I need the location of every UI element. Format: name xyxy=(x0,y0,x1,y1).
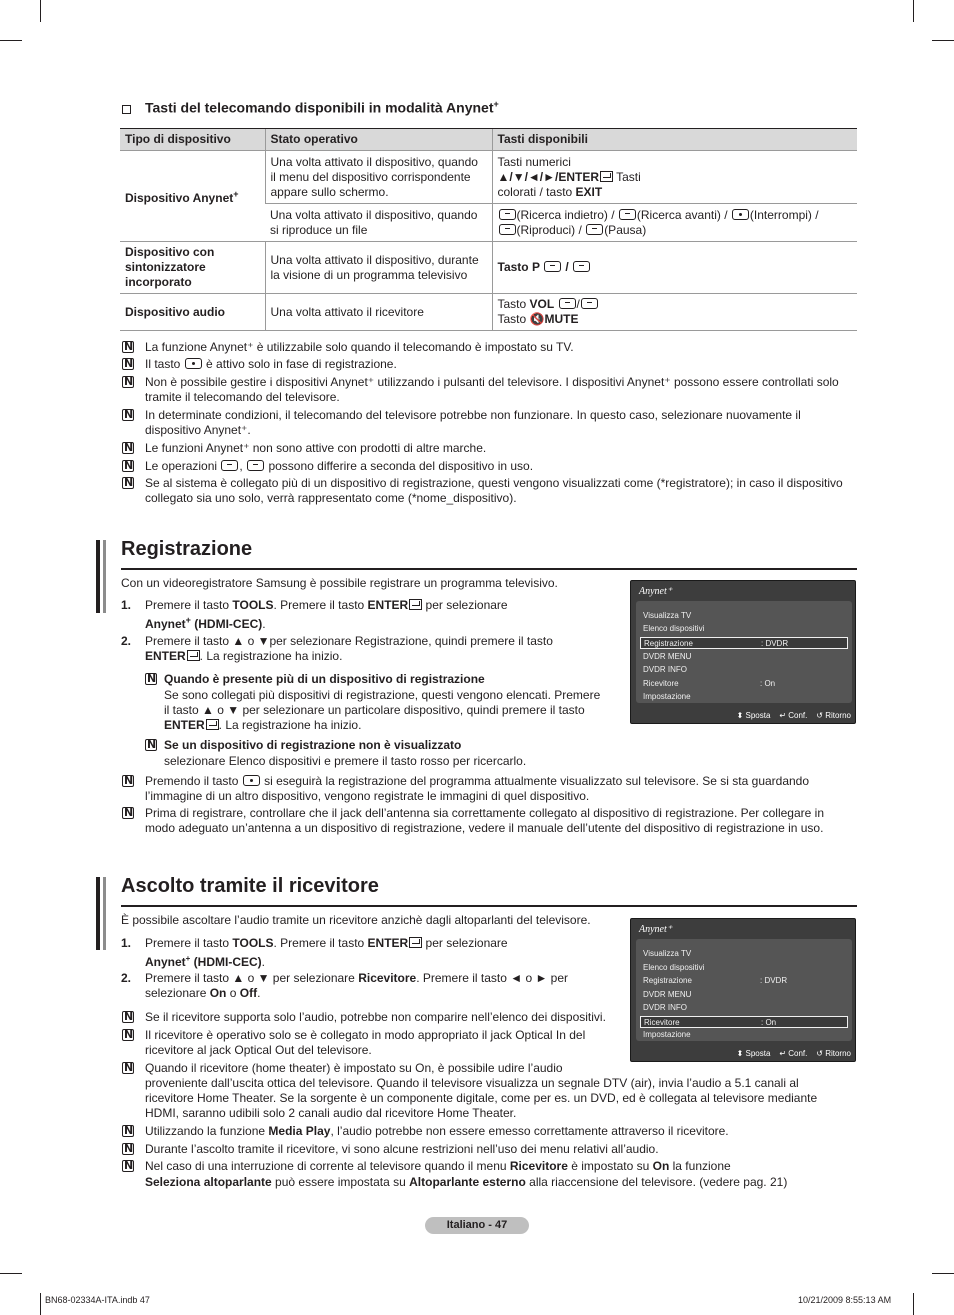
menu-item: Impostazione xyxy=(643,1030,691,1039)
note-text: l’immagine di un altro dispositivo, vengono registrate le immagini di quel dispositivo. xyxy=(145,789,590,803)
table-header: Tasti disponibili xyxy=(492,129,857,151)
enter-icon xyxy=(409,599,422,610)
step-text: Anynet+ (HDMI-CEC). xyxy=(145,615,266,631)
print-date: 10/21/2009 8:55:13 AM xyxy=(798,1295,892,1305)
bullet-icon xyxy=(122,103,131,117)
note-icon xyxy=(122,1011,134,1026)
enter-icon xyxy=(409,937,422,948)
step-text: Anynet+ (HDMI-CEC). xyxy=(145,954,266,969)
step-text: Premere il tasto ▲ o ▼per selezionare Registrazione, quindi premere il tasto xyxy=(145,634,553,648)
enter-icon xyxy=(206,719,219,730)
note-icon xyxy=(122,1125,134,1140)
menu-item: Elenco dispositivi xyxy=(643,624,705,633)
file-info: BN68-02334A-ITA.indb 47 xyxy=(45,1295,150,1305)
note-icon xyxy=(122,358,134,373)
menu-panel xyxy=(636,939,852,1041)
menu-item: Ricevitore : On xyxy=(643,679,776,688)
note-text: La funzione Anynet⁺ è utilizzabile solo quando il telecomando è impostato su TV. xyxy=(145,340,574,354)
note-text: selezionare Elenco dispositivi e premere il tasto rosso per ricercarlo. xyxy=(164,754,527,768)
anynet-logo: Anynet⁺ xyxy=(639,924,673,935)
table-cell: Una volta attivato il ricevitore xyxy=(265,294,492,331)
menu-item: Visualizza TV xyxy=(643,611,692,620)
menu-item: DVDR INFO xyxy=(643,1003,687,1012)
note-text: Premendo il tasto si eseguirà la registrazione del programma attualmente visualizzato sul televisore. Se si sta guardando xyxy=(145,774,810,788)
table-cell: Dispositivo con sintonizzatore incorporato xyxy=(120,242,265,294)
volume-up-icon xyxy=(559,298,576,309)
anynet-menu-screenshot xyxy=(630,580,856,724)
fast-forward-icon xyxy=(619,209,636,220)
enter-icon: ↵ xyxy=(779,711,787,720)
channel-down-icon xyxy=(573,261,590,272)
note-text: Seleziona altoparlante può essere impostata su Altoparlante esterno alla riaccensione del televisore. (vedere pag. 21) xyxy=(145,1175,788,1189)
note-icon xyxy=(122,1143,134,1158)
paragraph: È possibile ascoltare l’audio tramite un ricevitore anzichè dagli altoparlanti del televisore. xyxy=(121,913,591,927)
enter-icon: ↵ xyxy=(779,1049,787,1058)
note-text: modo adeguato un’antenna a un dispositivo di registrazione, vedere il manuale dell’utente del dispositivo di registrazione in uso. xyxy=(145,821,824,835)
step-number: 2. xyxy=(121,634,132,648)
menu-item: Impostazione xyxy=(643,692,691,701)
note-icon xyxy=(122,442,134,457)
note-text: Prima di registrare, controllare che il jack dell’antenna sia correttamente collegato al dispositivo di registrazione. Per collegare in xyxy=(145,806,825,820)
table-cell: (Ricerca indietro) / (Ricerca avanti) / (Interrompi) / (Riproduci) / (Pausa) xyxy=(492,204,857,242)
note-icon xyxy=(122,341,134,356)
note-text: Quando il ricevitore (home theater) è impostato su On, è possibile udire l’audio xyxy=(145,1061,563,1075)
section-heading: Ascolto tramite il ricevitore xyxy=(121,875,379,897)
menu-item-selected: Registrazione : DVDR xyxy=(640,637,848,649)
table-cell: Dispositivo Anynet+ xyxy=(120,151,265,242)
note-text: proveniente dall’uscita ottica del televisore. Quando il televisore visualizza un segnale DTV (air), invia l’audio a 5.1 canali al xyxy=(145,1076,799,1090)
section-title: Tasti del telecomando disponibili in modalità Anynet+ xyxy=(145,99,499,116)
note-text: Le funzioni Anynet⁺ non sono attive con prodotti di altre marche. xyxy=(145,441,487,455)
rewind-icon xyxy=(499,209,516,220)
menu-item-selected: Ricevitore : On xyxy=(640,1016,848,1028)
note-icon xyxy=(122,460,134,475)
note-text: Il tasto è attivo solo in fase di registrazione. xyxy=(145,357,397,371)
note-text: collegato sia uno solo, verrà rappresentato come (*nome_dispositivo). xyxy=(145,491,517,505)
note-text: tramite il telecomando del televisore. xyxy=(145,390,340,404)
remote-keys-table xyxy=(120,128,857,331)
menu-item: DVDR INFO xyxy=(643,665,687,674)
crop-mark xyxy=(932,40,954,41)
table-cell: Tasto P / xyxy=(492,242,857,294)
menu-item: Elenco dispositivi xyxy=(643,963,705,972)
menu-footer: ⬍ Sposta ↵ Conf. ↺ Ritorno xyxy=(736,711,851,720)
paragraph: Con un videoregistratore Samsung è possibile registrare un programma televisivo. xyxy=(121,576,558,590)
heading-rule xyxy=(121,905,857,907)
return-icon: ↺ xyxy=(816,1049,823,1058)
table-cell: Una volta attivato il dispositivo, quando il menu del dispositivo corrispondente appare sullo schermo. xyxy=(265,151,492,204)
note-icon xyxy=(122,477,134,492)
channel-up-icon xyxy=(544,261,561,272)
note-text: ricevitore Home Theater. Se la sorgente è un componente digitale, come per es. un DVD, ed è collegata al televisore mediante xyxy=(145,1091,818,1105)
return-icon: ↺ xyxy=(816,711,823,720)
volume-down-icon xyxy=(581,298,598,309)
heading-bar xyxy=(103,877,106,950)
note-text: Se sono collegati più dispositivi di registrazione, questi vengono elencati. Premere xyxy=(164,688,601,702)
record-icon xyxy=(243,775,260,786)
anynet-menu-screenshot xyxy=(630,918,856,1062)
anynet-logo: Anynet⁺ xyxy=(639,586,673,597)
note-text: Utilizzando la funzione Media Play, l’audio potrebbe non essere emesso correttamente attraverso il ricevitore. xyxy=(145,1124,729,1138)
play-icon xyxy=(499,224,516,235)
menu-item: DVDR MENU xyxy=(643,652,692,661)
note-icon xyxy=(122,1029,134,1044)
crop-mark xyxy=(40,1293,41,1315)
step-text: Premere il tasto TOOLS. Premere il tasto ENTER per selezionare xyxy=(145,598,508,612)
note-text: Il ricevitore è operativo solo se è collegato in modo appropriato il jack Optical In del xyxy=(145,1028,586,1042)
move-icon: ⬍ xyxy=(736,711,744,720)
menu-footer: ⬍ Sposta ↵ Conf. ↺ Ritorno xyxy=(736,1049,851,1058)
note-title: Se un dispositivo di registrazione non è visualizzato xyxy=(164,738,462,752)
step-number: 1. xyxy=(121,936,132,950)
menu-panel xyxy=(636,601,852,703)
stop-icon xyxy=(732,209,749,220)
note-icon xyxy=(122,775,134,790)
mute-icon: 🔇 xyxy=(529,312,545,326)
note-text: In determinate condizioni, il telecomando del televisore potrebbe non funzionare. In questo caso, selezionare nuovamente il xyxy=(145,408,801,422)
enter-icon xyxy=(187,650,200,661)
note-icon xyxy=(145,673,157,688)
note-title: Quando è presente più di un dispositivo di registrazione xyxy=(164,672,485,686)
rewind-icon xyxy=(221,460,238,471)
fast-forward-icon xyxy=(247,460,264,471)
pause-icon xyxy=(586,224,603,235)
record-icon xyxy=(185,358,202,369)
table-cell: Tasto VOL / Tasto 🔇MUTE xyxy=(492,294,857,331)
step-text: Premere il tasto ▲ o ▼ per selezionare Ricevitore. Premere il tasto ◄ o ► per xyxy=(145,971,569,985)
note-text: Se al sistema è collegato più di un dispositivo di registrazione, questi vengono visualizzati come (*registratore); in caso il dispositivo xyxy=(145,476,843,490)
step-text: selezionare On o Off. xyxy=(145,986,261,1000)
note-text: Le operazioni , possono differire a seconda del dispositivo in uso. xyxy=(145,459,534,473)
heading-rule xyxy=(121,568,857,570)
enter-icon xyxy=(600,171,613,182)
note-text: ricevitore al jack Optical Out del televisore. xyxy=(145,1043,372,1057)
note-icon xyxy=(122,807,134,822)
crop-mark xyxy=(932,1273,954,1274)
note-text: ENTER . La registrazione ha inizio. xyxy=(164,718,362,732)
step-number: 2. xyxy=(121,971,132,985)
note-text: HDMI, saranno udibili solo 2 canali audio dal ricevitore Home Theater. xyxy=(145,1106,517,1120)
note-text: Nel caso di una interruzione di corrente al televisore quando il menu Ricevitore è impostato su On la funzione xyxy=(145,1159,731,1173)
note-icon xyxy=(122,1062,134,1077)
crop-mark xyxy=(913,0,914,22)
note-icon xyxy=(122,376,134,391)
crop-mark xyxy=(913,1293,914,1315)
heading-bar xyxy=(96,877,100,950)
heading-bar xyxy=(96,540,100,613)
note-text: Non è possibile gestire i dispositivi Anynet⁺ utilizzando i pulsanti del televisore. I dispositivi Anynet⁺ possono essere controllati solo xyxy=(145,375,839,389)
note-icon xyxy=(122,409,134,424)
crop-mark xyxy=(0,40,22,41)
note-icon xyxy=(122,1160,134,1175)
menu-item: DVDR MENU xyxy=(643,990,692,999)
note-icon xyxy=(145,739,157,754)
table-header: Tipo di dispositivo xyxy=(120,129,265,151)
table-cell: Una volta attivato il dispositivo, durante la visione di un programma televisivo xyxy=(265,242,492,294)
crop-mark xyxy=(0,1273,22,1274)
menu-item: Visualizza TV xyxy=(643,949,692,958)
note-text: Se il ricevitore supporta solo l’audio, potrebbe non comparire nell’elenco dei dispositivi. xyxy=(145,1010,606,1024)
menu-item: Registrazione : DVDR xyxy=(643,976,788,985)
page-number-badge: Italiano - 47 xyxy=(425,1217,529,1234)
step-text: ENTER . La registrazione ha inizio. xyxy=(145,649,343,663)
heading-bar xyxy=(103,540,106,613)
move-icon: ⬍ xyxy=(736,1049,744,1058)
table-header: Stato operativo xyxy=(265,129,492,151)
note-text: Durante l’ascolto tramite il ricevitore, vi sono alcune restrizioni nell’uso dei menu relativi all’audio. xyxy=(145,1142,659,1156)
table-cell: Tasti numerici ▲/▼/◄/►/ENTER Tasti colorati / tasto EXIT xyxy=(492,151,857,204)
step-number: 1. xyxy=(121,598,132,612)
crop-mark xyxy=(40,0,41,22)
note-text: il tasto ▲ o ▼ per selezionare un particolare dispositivo, quindi premere il tasto xyxy=(164,703,585,717)
note-text: dispositivo Anynet⁺. xyxy=(145,423,251,437)
table-cell: Una volta attivato il dispositivo, quando si riproduce un file xyxy=(265,204,492,242)
step-text: Premere il tasto TOOLS. Premere il tasto ENTER per selezionare xyxy=(145,936,508,950)
table-cell: Dispositivo audio xyxy=(120,294,265,331)
section-heading: Registrazione xyxy=(121,538,253,560)
